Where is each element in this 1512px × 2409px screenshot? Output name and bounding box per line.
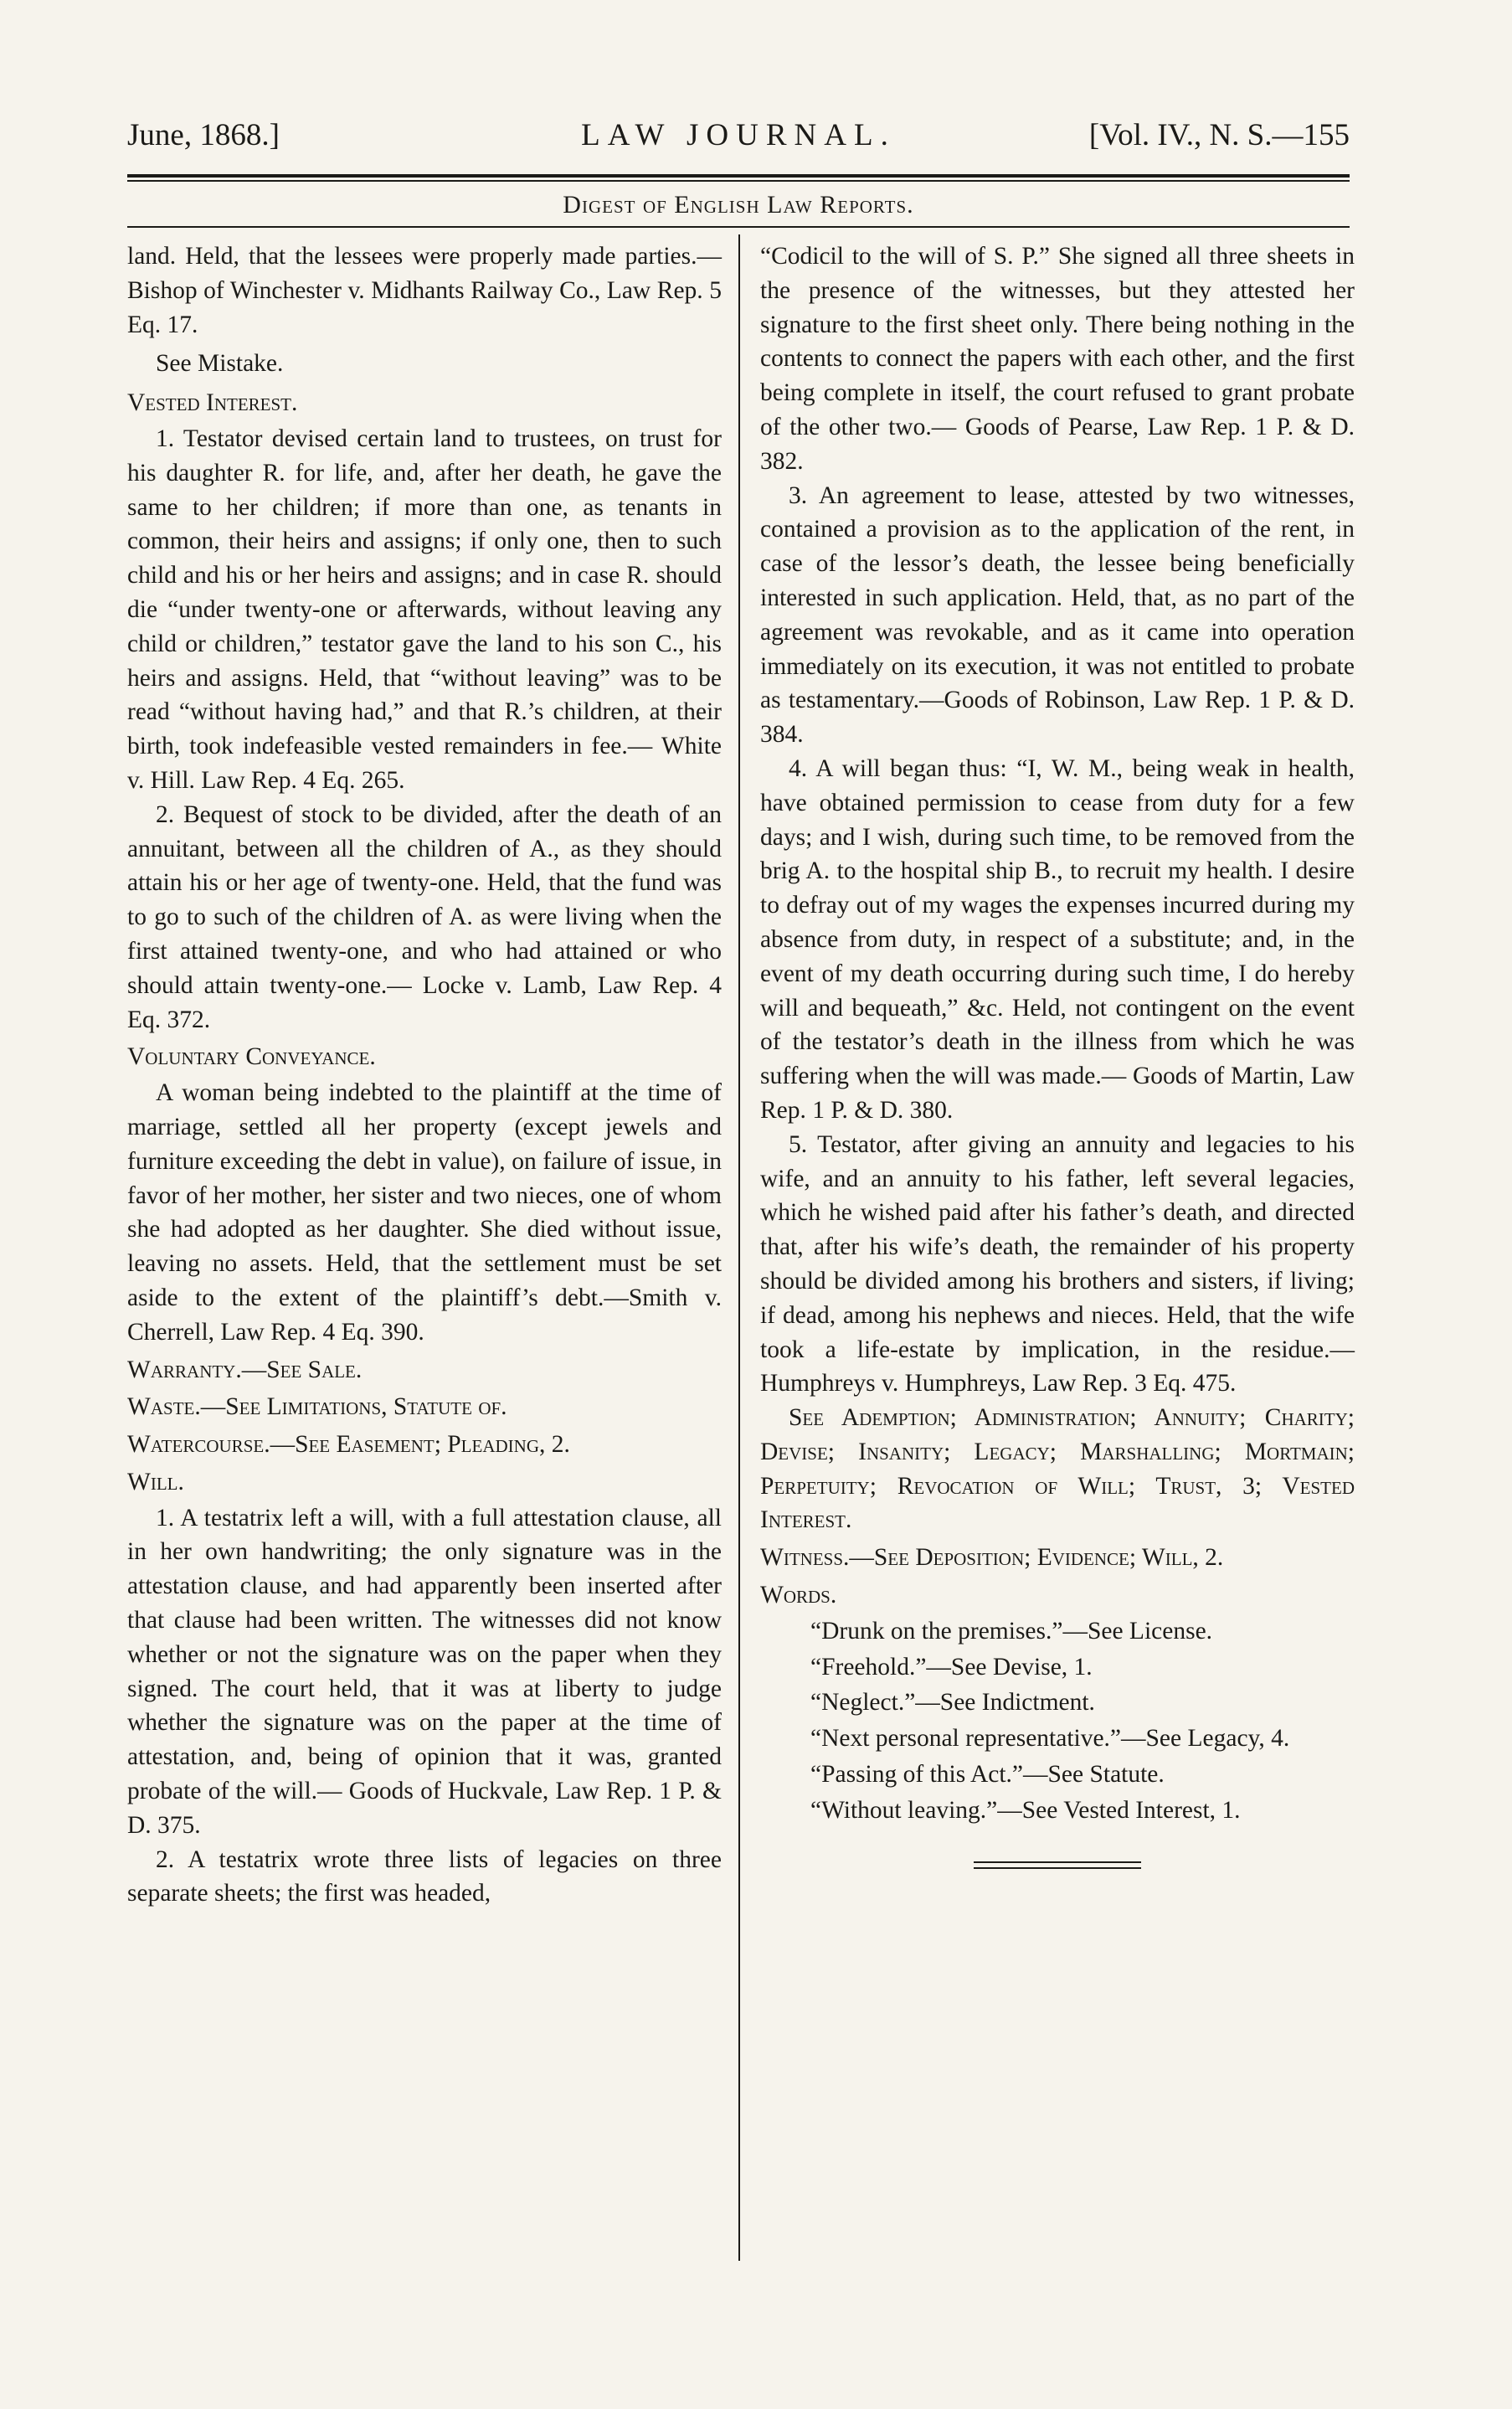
entry-witness: Witness.—See Deposition; Evidence; Will, 2.: [760, 1544, 1224, 1572]
header-rule-thick: [127, 174, 1350, 178]
column-divider: [738, 234, 740, 2261]
header-rule-thin: [127, 180, 1350, 182]
topic-will: Will.: [127, 1468, 184, 1495]
will-see-also: See Ademption; Administration; Annuity; Charity; Devise; Insanity; Legacy; Marshalling; Mortmain; Perpetuity; Revocation of Will; Trust, 3; Vested Interest.: [760, 1404, 1355, 1534]
right-column: [760, 239, 1355, 1873]
section-title: Digest of English Law Reports.: [563, 191, 914, 219]
end-rules: [974, 1861, 1141, 1869]
section-rule: [127, 226, 1350, 228]
entry-will-4: 4. A will began thus: “I, W. M., being weak in health, have obtained permission to cease from duty for a few days; and I wish, during such time, to be removed from the brig A. to the hospital ship B., to recruit my health. I desire to defray out of my wages the expenses incurred during my absence from duty, in respect of a substitute; and, in the event of my death occurring during such time, I do hereby will and bequeath,” &c. Held, not contingent on the event of the testator’s death in the illness from which he was suffering when the will was made.— Goods of Martin, Law Rep. 1 P. & D. 380.: [760, 754, 1355, 1124]
topic-voluntary-conveyance: Voluntary Conveyance.: [127, 1043, 376, 1071]
entry-will-1: 1. A testatrix left a will, with a full attestation clause, all in her own handwriting; the only signature was in the attestation clause, and had apparently been inserted after that clause had been written. The witnesses did not know whether or not the signature was on the paper when they signed. The court held, that it was at liberty to judge whether the signature was on the paper at the time of attestation, and, being of opinion that it was, granted probate of the will.— Goods of Huckvale, Law Rep. 1 P. & D. 375.: [127, 1504, 722, 1839]
entry-watercourse: Watercourse.—See Easement; Pleading, 2.: [127, 1431, 570, 1459]
see-mistake: See Mistake.: [156, 350, 284, 378]
entry-will-2: 2. A testatrix wrote three lists of legacies on three separate sheets; the first was headed,: [127, 1845, 722, 1907]
words-item: “Drunk on the premises.”—See License.: [810, 1617, 1213, 1645]
left-column: [127, 239, 722, 1911]
entry-vested-1: 1. Testator devised certain land to trustees, on trust for his daughter R. for life, and, after her death, he gave the same to her children; if more than one, as tenants in common, their heirs and assigns; if only one, then to such child and his or her heirs and assigns; and in case R. should die “under twenty-one or afterwards, without leaving any child or children,” testator gave the land to his son C., his heirs and assigns. Held, that “without leaving” was to be read “without having had,” and that R.’s children, at their birth, took indefeasible vested remainders in fee.— White v. Hill. Law Rep. 4 Eq. 265.: [127, 425, 722, 794]
words-item: “Next personal representative.”—See Legacy, 4.: [810, 1725, 1290, 1753]
issue-date: June, 1868.]: [127, 118, 280, 152]
running-head: [127, 111, 1350, 161]
entry-will-2-continued: “Codicil to the will of S. P.” She signed all three sheets in the presence of the witnesses, but they attested her signature to the first sheet only. There being nothing in the contents to connect the papers with each other, and the first being complete in itself, the court refused to grant probate of the other two.— Goods of Pearse, Law Rep. 1 P. & D. 382.: [760, 243, 1355, 475]
entry-will-5: 5. Testator, after giving an annuity and legacies to his wife, and an annuity to his father, left several legacies, which he wished paid after his father’s death, and directed that, after his wife’s death, the remainder of his property should be divided among his brothers and sisters, if living; if dead, among his nephews and nieces. Held, that the wife took a life-estate by implication, in the residue.—Humphreys v. Humphreys, Law Rep. 3 Eq. 475.: [760, 1130, 1355, 1398]
words-item: “Passing of this Act.”—See Statute.: [810, 1761, 1165, 1789]
words-item: “Neglect.”—See Indictment.: [810, 1689, 1095, 1717]
words-item: “Without leaving.”—See Vested Interest, 1.: [810, 1796, 1241, 1824]
words-item: “Freehold.”—See Devise, 1.: [810, 1653, 1093, 1681]
entry-vested-2: 2. Bequest of stock to be divided, after the death of an annuitant, between all the children of A., as they should attain his or her age of twenty-one. Held, that the fund was to go to such of the children of A. as were living when the first attained twenty-one, and who had attained or who should attain twenty-one.— Locke v. Lamb, Law Rep. 4 Eq. 372.: [127, 800, 722, 1033]
words-list: [760, 1614, 1355, 1828]
topic-vested-interest: Vested Interest.: [127, 389, 298, 417]
entry-waste: Waste.—See Limitations, Statute of.: [127, 1393, 507, 1421]
journal-title: LAW JOURNAL.: [581, 118, 896, 152]
entry-will-3: 3. An agreement to lease, attested by two witnesses, contained a provision as to the application of the rent, in case of the lessor’s death, the lessee being beneficially interested in such application. Held, that, as no part of the agreement was revokable, and as it came into operation immediately on its execution, it was not entitled to probate as testamentary.—Goods of Robinson, Law Rep. 1 P. & D. 384.: [760, 481, 1355, 749]
entry-voluntary: A woman being indebted to the plaintiff at the time of marriage, settled all her property (except jewels and furniture exceeding the debt in value), on failure of issue, in favor of her mother, her sister and two nieces, one of whom she had adopted as her daughter. She died without issue, leaving no assets. Held, that the settlement must be set aside to the extent of the plaintiff’s debt.—Smith v. Cherrell, Law Rep. 4 Eq. 390.: [127, 1079, 722, 1346]
volume-page-number: [Vol. IV., N. S.—155: [1088, 118, 1350, 152]
topic-words: Words.: [760, 1582, 837, 1609]
entry-land: land. Held, that the lessees were properly made parties.—Bishop of Winchester v. Midhants Railway Co., Law Rep. 5 Eq. 17.: [127, 243, 722, 338]
entry-warranty: Warranty.—See Sale.: [127, 1356, 363, 1383]
